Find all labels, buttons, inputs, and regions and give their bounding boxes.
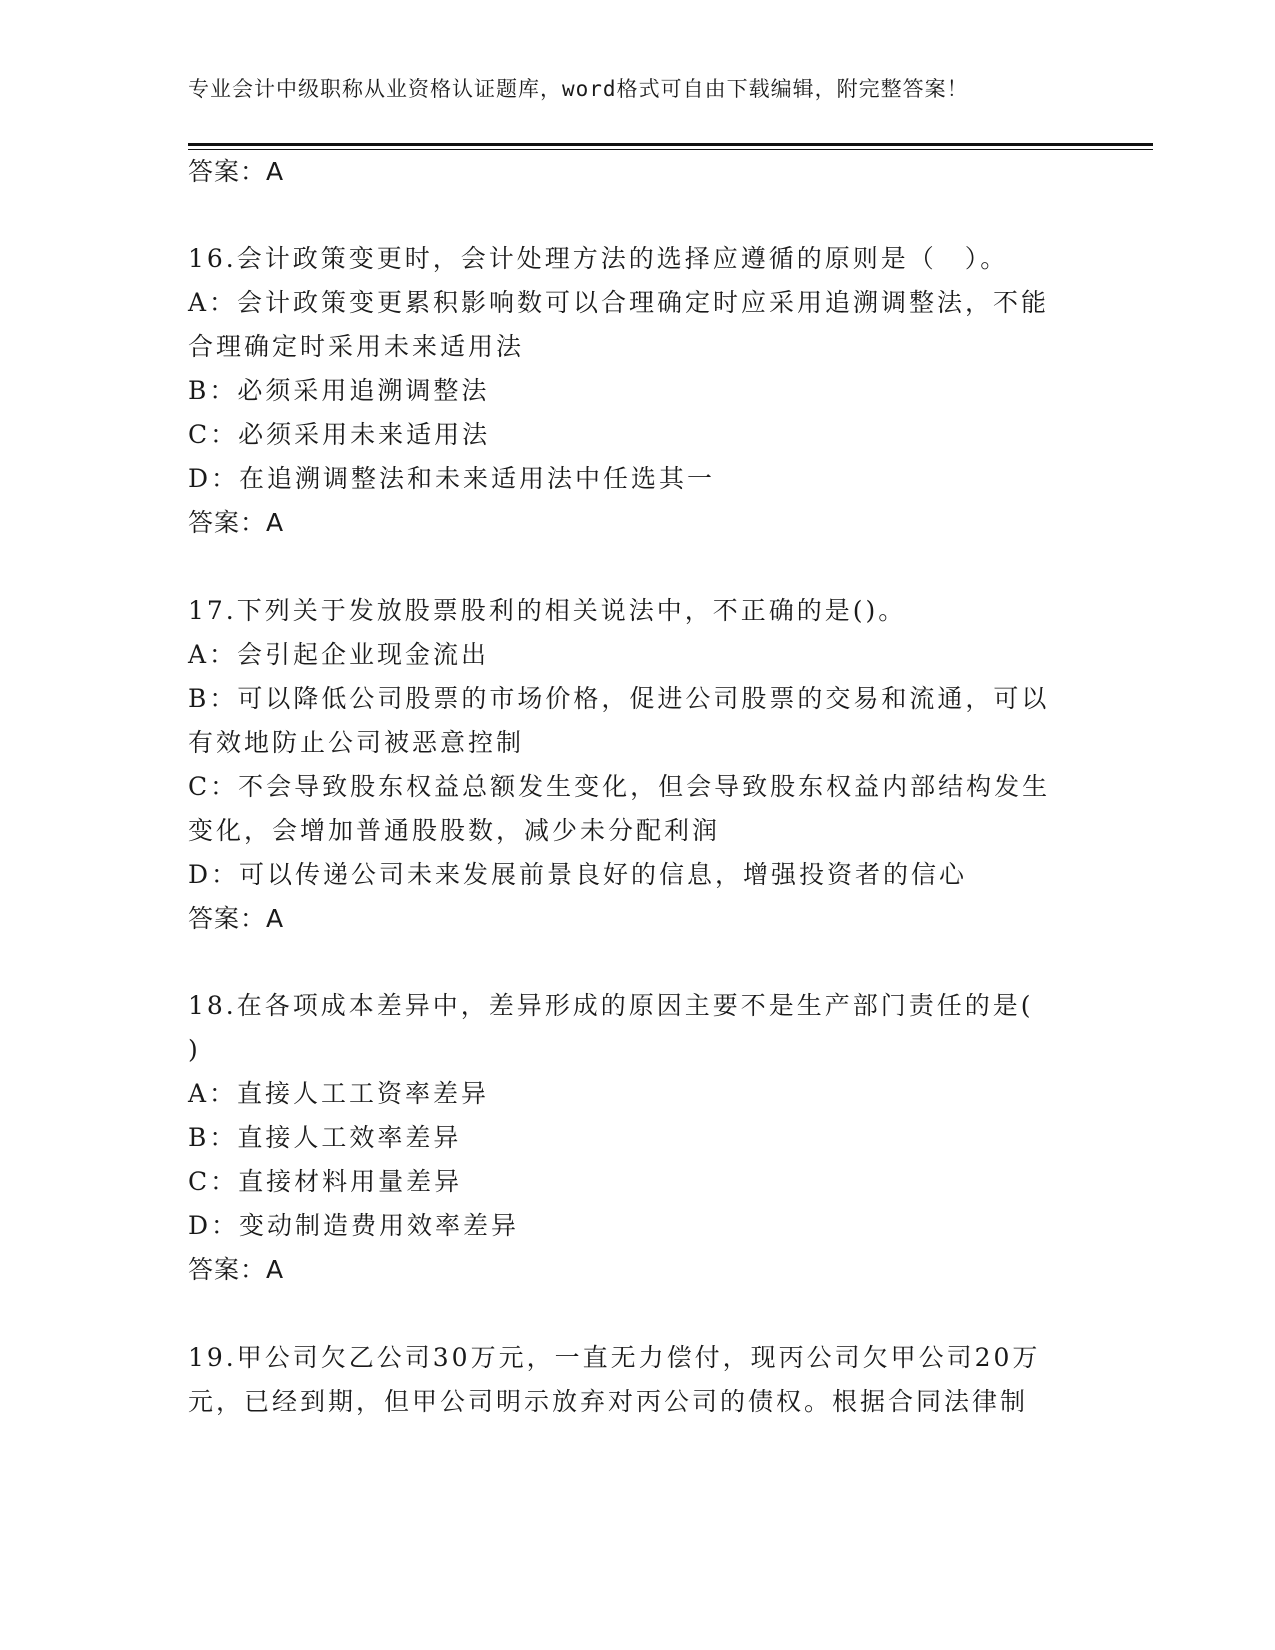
question-16-option-a-line2: 合理确定时采用未来适用法 bbox=[188, 332, 525, 361]
question-19-stem-line1: 19.甲公司欠乙公司30万元，一直无力偿付，现丙公司欠甲公司20万 bbox=[188, 1343, 1041, 1372]
question-18-option-a: A：直接人工工资率差异 bbox=[188, 1079, 490, 1108]
question-16-option-a-line1: A：会计政策变更累积影响数可以合理确定时应采用追溯调整法，不能 bbox=[188, 288, 1050, 317]
question-18-stem-line1: 18.在各项成本差异中，差异形成的原因主要不是生产部门责任的是( bbox=[188, 991, 1034, 1020]
question-17-option-c-line2: 变化，会增加普通股股数，减少未分配利润 bbox=[188, 816, 721, 845]
answer-q18: 答案：A bbox=[188, 1255, 285, 1284]
question-18-option-b: B：直接人工效率差异 bbox=[188, 1123, 462, 1152]
question-17-option-b-line2: 有效地防止公司被恶意控制 bbox=[188, 728, 525, 757]
question-16-option-b: B：必须采用追溯调整法 bbox=[188, 376, 490, 405]
question-18-stem-line2: ) bbox=[188, 1035, 201, 1064]
header-rule-thin bbox=[188, 149, 1153, 150]
question-17-option-d: D：可以传递公司未来发展前景良好的信息，增强投资者的信心 bbox=[188, 860, 968, 889]
answer-q17: 答案：A bbox=[188, 904, 285, 933]
question-17-option-a: A：会引起企业现金流出 bbox=[188, 640, 490, 669]
question-18-option-d: D：变动制造费用效率差异 bbox=[188, 1211, 520, 1240]
page-header: 专业会计中级职称从业资格认证题库，word格式可自由下载编辑，附完整答案！ bbox=[188, 77, 969, 101]
answer-q16: 答案：A bbox=[188, 508, 285, 537]
question-18-option-c: C：直接材料用量差异 bbox=[188, 1167, 463, 1196]
question-19-stem-line2: 元，已经到期，但甲公司明示放弃对丙公司的债权。根据合同法律制 bbox=[188, 1387, 1029, 1416]
question-16-option-c: C：必须采用未来适用法 bbox=[188, 420, 491, 449]
question-17-option-c-line1: C：不会导致股东权益总额发生变化，但会导致股东权益内部结构发生 bbox=[188, 772, 1051, 801]
answer-q15: 答案：A bbox=[188, 157, 285, 186]
question-16-option-d: D：在追溯调整法和未来适用法中任选其一 bbox=[188, 464, 716, 493]
question-17-option-b-line1: B：可以降低公司股票的市场价格，促进公司股票的交易和流通，可以 bbox=[188, 684, 1050, 713]
header-rule-thick bbox=[188, 143, 1153, 146]
question-17-stem: 17.下列关于发放股票股利的相关说法中，不正确的是()。 bbox=[188, 596, 907, 625]
question-16-stem: 16.会计政策变更时，会计处理方法的选择应遵循的原则是（ ）。 bbox=[188, 244, 1009, 273]
